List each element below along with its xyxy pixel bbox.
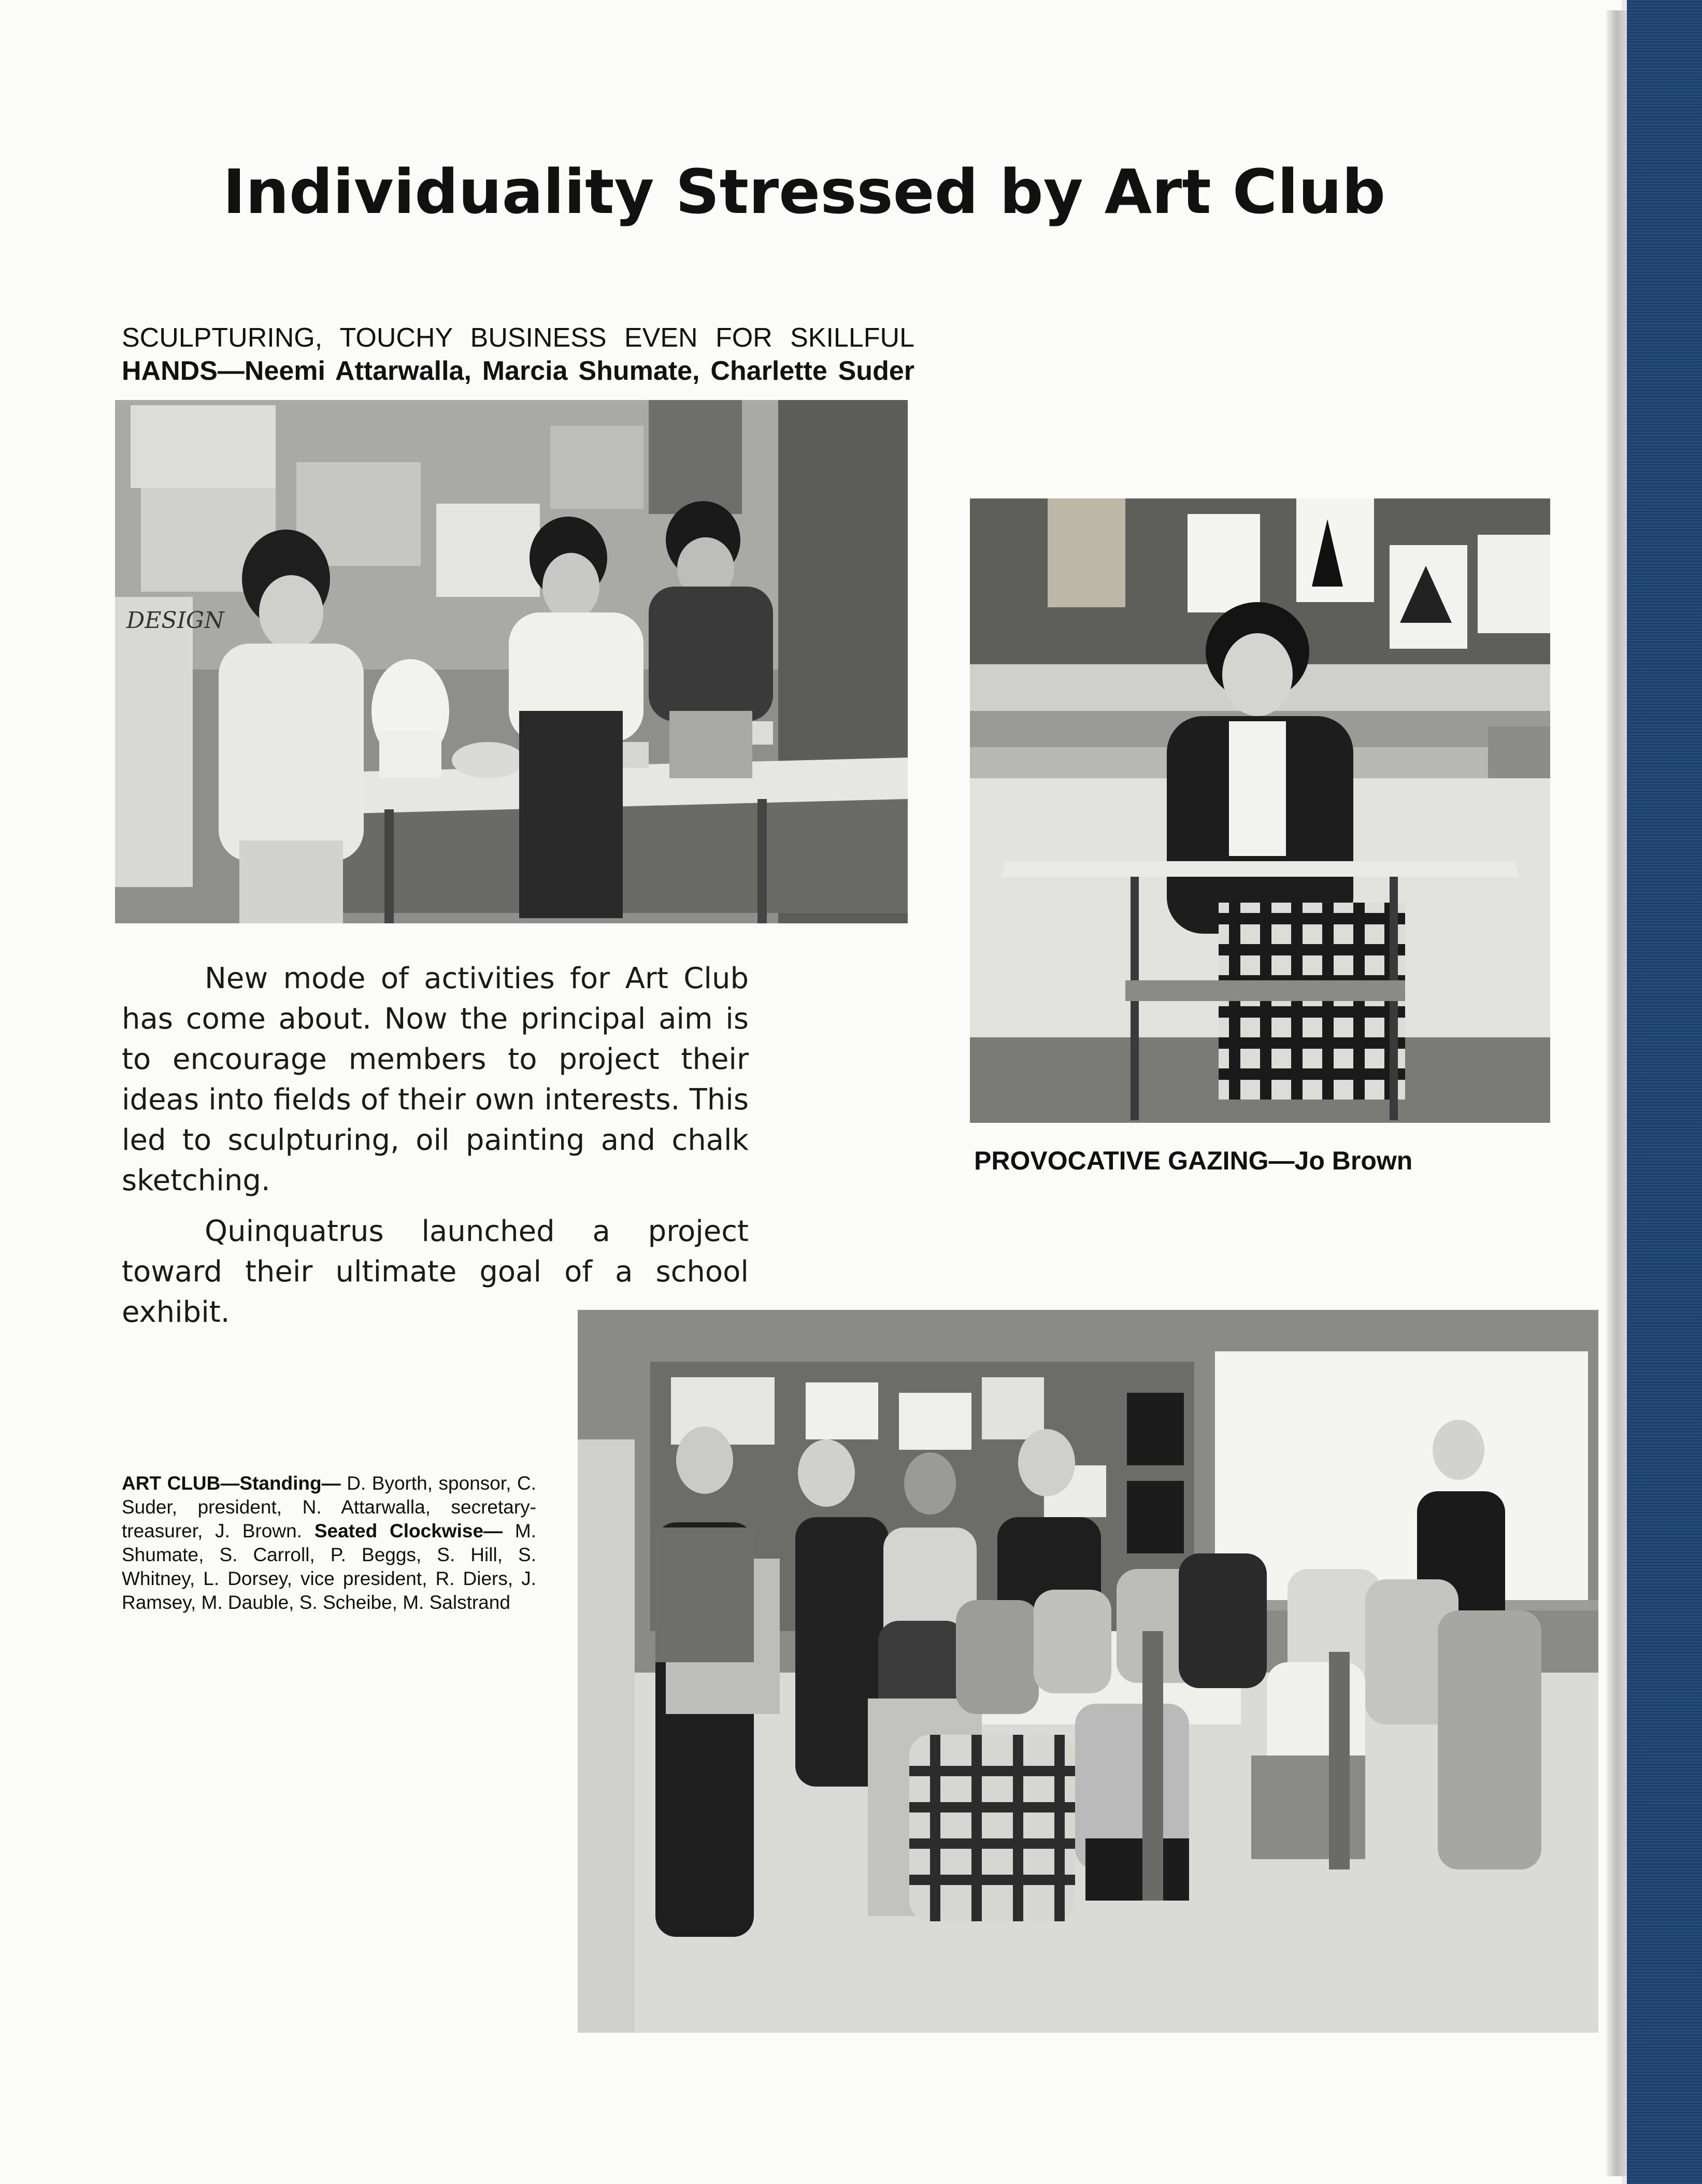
article-paragraph-1: New mode of activities for Art Club has come about. Now the principal aim is to encourage members to project their ideas into fields of their own interests. This led to sculpturing, oil painting and chalk sketching. bbox=[122, 962, 749, 1197]
gazing-caption: PROVOCATIVE GAZING—Jo Brown bbox=[974, 1146, 1413, 1175]
sculpturing-caption-line1: SCULPTURING, TOUCHY BUSINESS EVEN FOR SKILLFUL bbox=[122, 323, 914, 353]
article-body bbox=[122, 959, 749, 1343]
art-club-caption-standing: D. Byorth, sponsor, C. Suder, president, N. Attarwalla, secretary-treasurer, J. Brown. bbox=[122, 1473, 536, 1541]
art-club-group-photo bbox=[578, 1310, 1598, 2033]
design-sign-text: DESIGN bbox=[126, 607, 224, 634]
art-club-caption bbox=[122, 1472, 536, 1615]
sculpturing-caption-line2: HANDS—Neemi Attarwalla, Marcia Shumate, Charlette Suder bbox=[122, 356, 914, 386]
art-club-caption-seated-label: Seated Clockwise— bbox=[314, 1520, 503, 1541]
art-club-caption-lead: ART CLUB—Standing— bbox=[122, 1473, 341, 1494]
sculpturing-caption bbox=[122, 321, 914, 388]
art-club-caption-seated: M. Shumate, S. Carroll, P. Beggs, S. Hill, S. Whitney, L. Dorsey, vice president, R. Diers, J. Ramsey, M. Dauble, S. Scheibe, M. Salstrand bbox=[122, 1520, 537, 1613]
article-paragraph-2: Quinquatrus launched a project toward their ultimate goal of a school exhibit. bbox=[122, 1215, 749, 1329]
page-edge bbox=[1606, 10, 1627, 2176]
page-heading: Individuality Stressed by Art Club bbox=[223, 156, 1386, 227]
book-binding bbox=[1627, 0, 1702, 2184]
sculpturing-photo bbox=[115, 400, 908, 923]
provocative-gazing-photo bbox=[970, 498, 1550, 1123]
